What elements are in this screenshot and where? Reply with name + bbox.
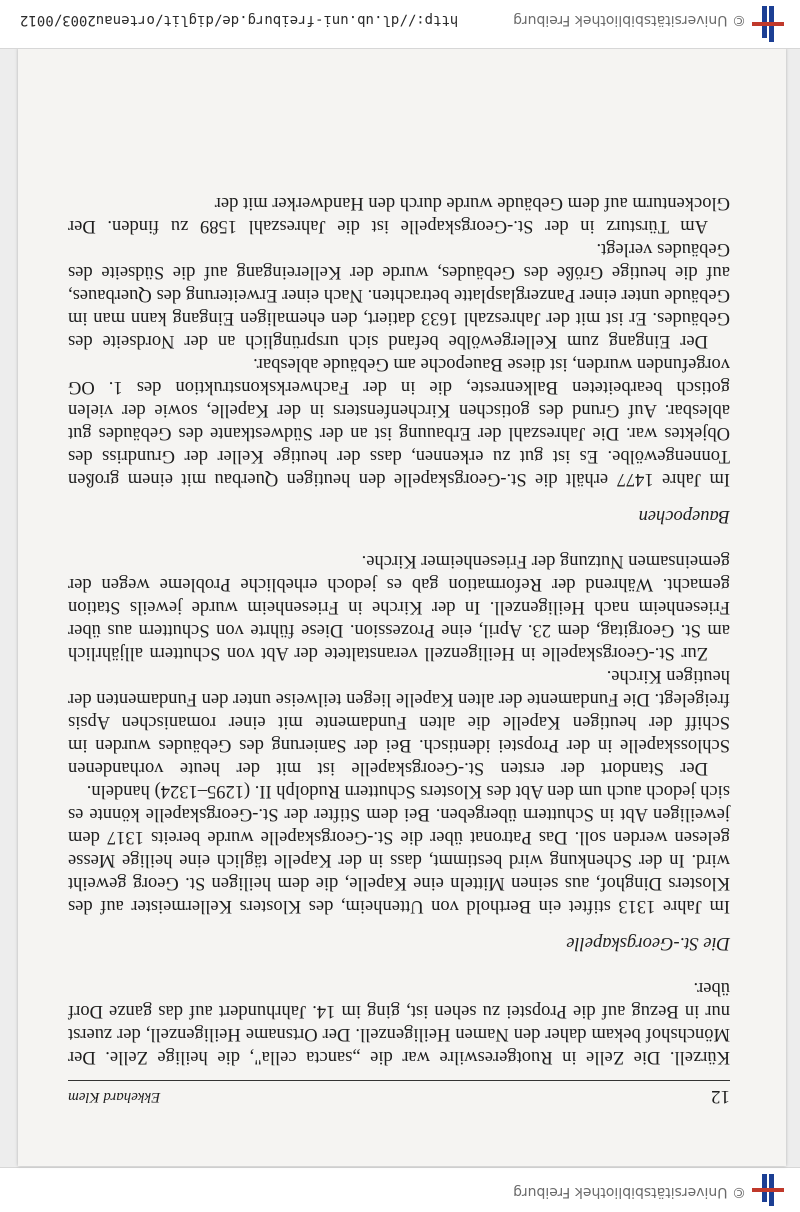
running-header [68,1080,730,1108]
viewer-credit-bottom: © Universitätsbibliothek Freiburg [513,12,746,28]
paragraph: Am Türsturz in der St.-Georgskapelle ist die Jahreszahl 1589 zu finden. Der Glockenturm auf dem Gebäude wurde durch den Handwerker mit der [68,193,730,236]
running-head-author: Ekkehard Klem [68,1089,161,1105]
scanned-page [18,48,786,1166]
viewer-bottom-bar [0,0,800,49]
paragraph: Der Eingang zum Kellergewölbe befand sich ursprünglich an der Nordseite des Gebäudes. Er ist mit der Jahreszahl 1633 datiert, den ehemaligen Eingang kann man im Gebäude unter einer Panzerglasplatte betrachten. Nach einer Erweiterung des Querbaues, auf die heutige Größe des Gebäudes, wurde der Kellereingang auf die Südseite des Gebäudes verlegt. [68,239,730,351]
library-logo-icon [748,6,788,42]
paragraph: Im Jahre 1477 erhält die St.-Georgskapelle den heutigen Querbau mit einem großen Tonnengewölbe. Es ist gut zu erkennen, dass der heutige Keller der Grundriss des Objektes war. Die Jahreszahl der Erbauung ist an der Südwestkante des Gebäudes gut ablesbar. Auf Grund des gotischen Kirchenfensters in der Kapelle, sowie der vielen gotisch bearbeiteten Balkenreste, die in der Fachwerkskonstruktion des 1. OG vorgefunden wurden, ist diese Bauepoche am Gebäude ablesbar. [68,354,730,489]
paragraph: Der Standort der ersten St.-Georgskapelle ist mit der heute vorhandenen Schlosskapelle in der Propstei identisch. Bei der Sanierung des Gebäudes wurden im Schiff der heutigen Kapelle die alten Fundamente mit einer romanischen Apsis freigelegt. Die Fundamente der alten Kapelle liegen teilweise unter den Fundamenten der heutigen Kirche. [68,666,730,778]
paragraph: Zur St.-Georgskapelle in Heiligenzell veranstaltete der Abt von Schuttern alljährlich am St. Georgitag, dem 23. April, eine Prozession. Diese führte von Schuttern aus über Friesenheim nach Heiligenzell. In der Kirche in Friesenheim wurde jeweils Station gemacht. Während der Reformation gab es jedoch erhebliche Probleme wegen der gemeinsamen Nutzung der Friesenheimer Kirche. [68,551,730,663]
page-number: 12 [711,1086,730,1107]
library-logo-icon [748,1174,788,1206]
paragraph: Im Jahre 1313 stiftet ein Berthold von Uttenheim, des Klosters Kellermeister auf des Klosters Dinghof, aus seinen Mitteln eine Kapelle, die dem heiligen St. Georg geweiht wird. In der Schenkung wird bestimmt, dass in der Kapelle täglich eine heilige Messe gelesen werden soll. Das Patronat über die St.-Georgskapelle wurde bereits 1317 dem jeweiligen Abt in Schuttern übergeben. Bei dem Stifter der St.-Georgskapelle könnte es sich jedoch auch um den Abt des Klosters Schuttern Rudolph II. (1295–1324) handeln. [68,781,730,916]
section-heading-georgskapelle: Die St.-Georgskapelle [566,933,730,953]
page-url-link[interactable]: http://dl.ub.uni-freiburg.de/diglit/ortenau2003/0012 [20,12,459,28]
section-heading-bauepochen: Bauepochen [638,506,730,526]
intro-paragraph: Kürzell. Die Zelle in Ruotgereswilre war die „sancta cella", die heilige Zelle. Der Mönchshof bekam daher den Namen Heiligenzell. Der Ortsname Heiligenzell, der zuerst nur in Bezug auf die Propstei zu sehen ist, ging im 14. Jahrhundert auf das ganze Dorf über. [68,978,730,1067]
viewer-top-bar [0,1167,800,1212]
page-content [68,191,730,1108]
viewer-credit: © Universitätsbibliothek Freiburg [513,1184,746,1200]
